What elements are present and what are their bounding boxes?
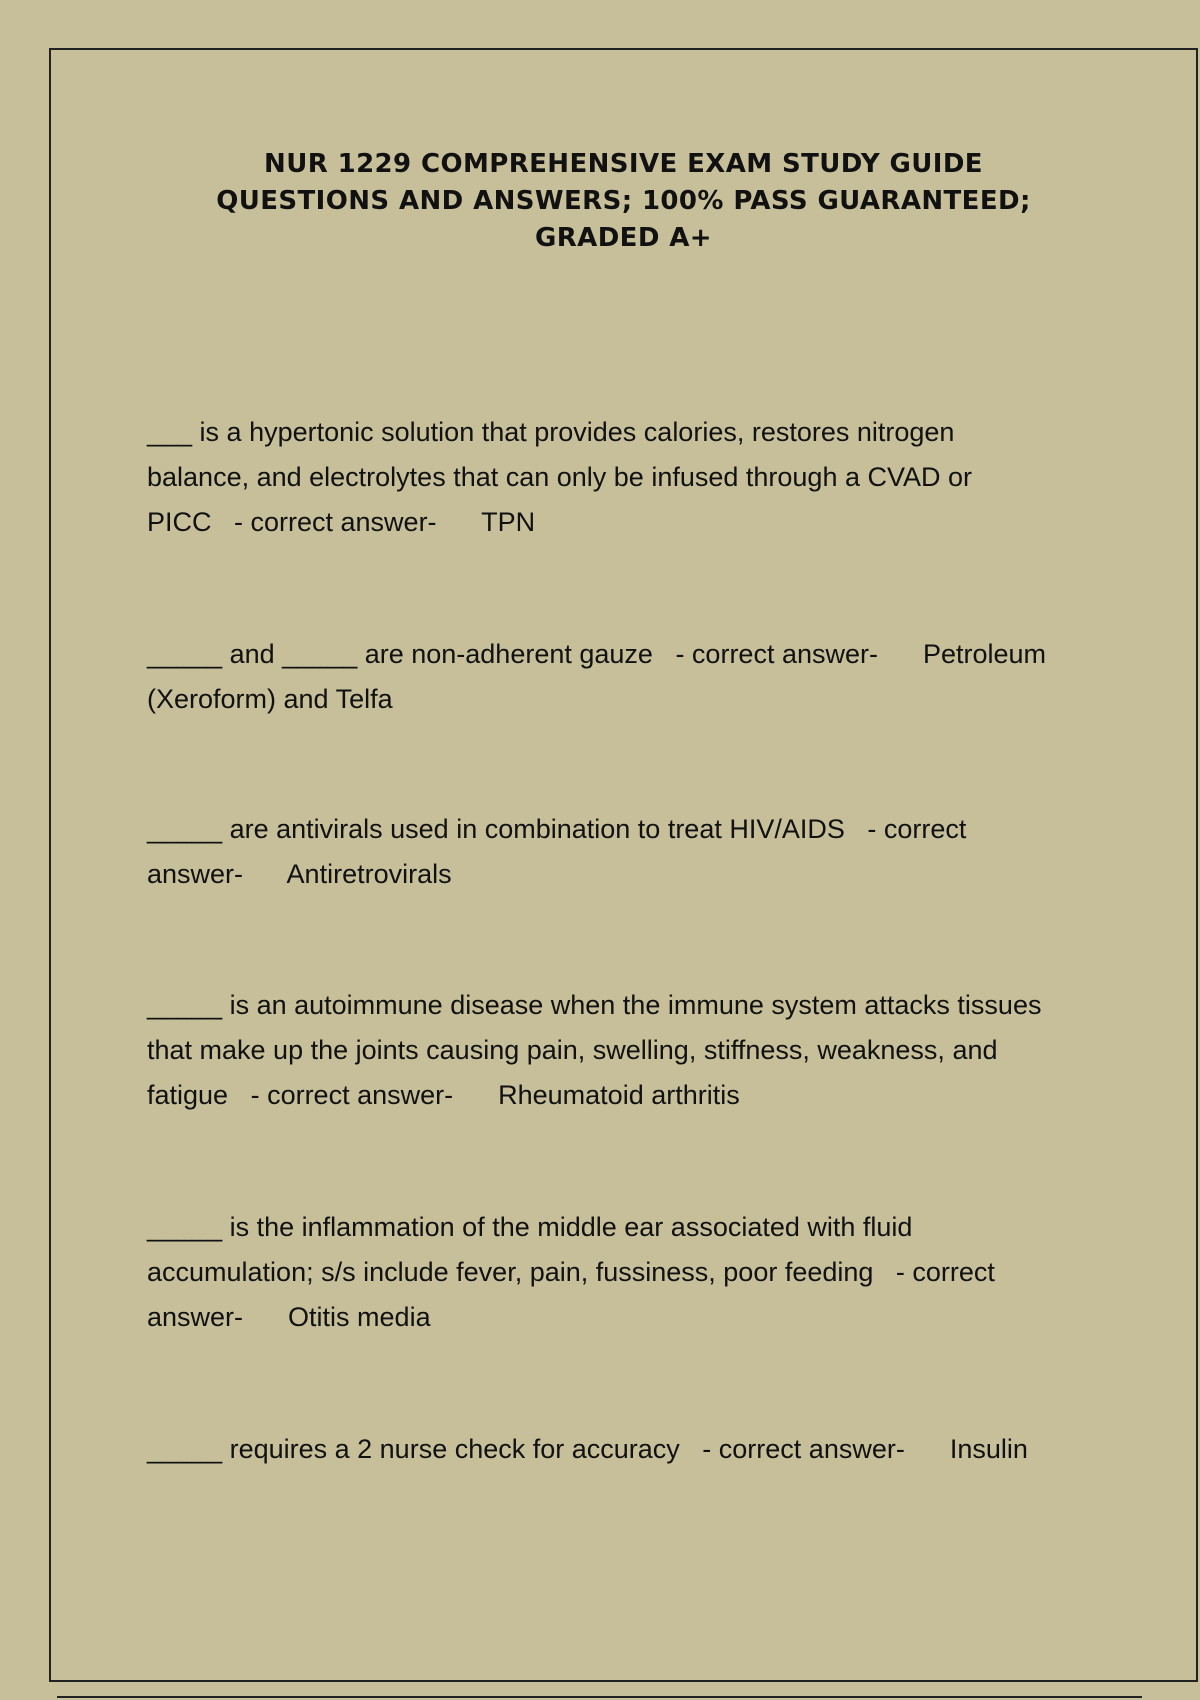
qa-line: PICC - correct answer- TPN <box>147 507 536 537</box>
qa-line: that make up the joints causing pain, swelling, stiffness, weakness, and <box>147 1035 998 1065</box>
qa-line: accumulation; s/s include fever, pain, fussiness, poor feeding - correct <box>147 1257 995 1287</box>
qa-line: fatigue - correct answer- Rheumatoid arthritis <box>147 1080 740 1110</box>
qa-item-6 <box>147 1427 1147 1472</box>
qa-line: ___ is a hypertonic solution that provides calories, restores nitrogen <box>147 417 955 447</box>
title-line-1: NUR 1229 COMPREHENSIVE EXAM STUDY GUIDE <box>264 149 983 179</box>
qa-line: _____ is the inflammation of the middle ear associated with fluid <box>147 1212 913 1242</box>
qa-line: balance, and electrolytes that can only be infused through a CVAD or <box>147 462 973 492</box>
qa-line: _____ and _____ are non-adherent gauze - correct answer- Petroleum <box>147 639 1047 669</box>
qa-line: answer- Otitis media <box>147 1302 431 1332</box>
title-line-3: GRADED A+ <box>535 223 712 253</box>
bottom-divider <box>57 1696 1142 1698</box>
qa-item-1 <box>147 410 1147 545</box>
qa-item-2 <box>147 632 1147 722</box>
qa-line: _____ requires a 2 nurse check for accuracy - correct answer- Insulin <box>147 1434 1028 1464</box>
qa-item-5 <box>147 1205 1147 1340</box>
qa-line: (Xeroform) and Telfa <box>147 684 393 714</box>
page-frame <box>49 48 1198 1682</box>
document-title <box>51 146 1196 257</box>
qa-item-4 <box>147 983 1147 1118</box>
title-line-2: QUESTIONS AND ANSWERS; 100% PASS GUARANTEED; <box>216 186 1031 216</box>
qa-line: _____ are antivirals used in combination to treat HIV/AIDS - correct <box>147 814 967 844</box>
qa-line: answer- Antiretrovirals <box>147 859 452 889</box>
qa-line: _____ is an autoimmune disease when the immune system attacks tissues <box>147 990 1042 1020</box>
qa-item-3 <box>147 807 1147 897</box>
